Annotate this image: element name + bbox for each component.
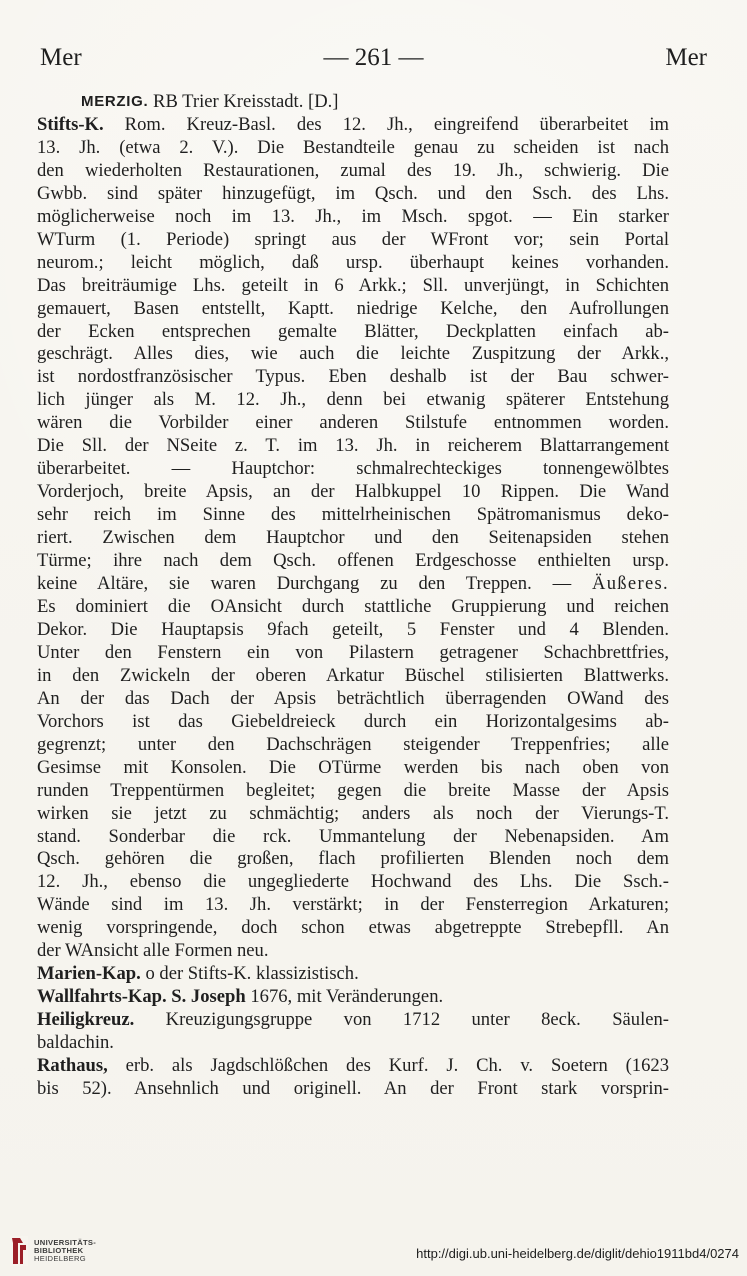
text-line: stand. Sonderbar die rck. Ummantelung der Nebenapsiden. Am — [37, 825, 669, 847]
text-line: neurom.; leicht möglich, daß ursp. überhaupt keines vorhanden. — [37, 251, 669, 273]
text-line: geschrägt. Alles dies, wie auch die leichte Zuspitzung der Arkk., — [37, 343, 669, 365]
text-line: 12. Jh., ebenso die ungegliederte Hochwand des Lhs. Die Ssch.- — [37, 871, 669, 893]
text-line: Es dominiert die OAnsicht durch stattliche Gruppierung und reichen — [37, 595, 669, 617]
footer — [0, 1230, 747, 1276]
section-heading: Wallfahrts-Kap. S. Joseph — [37, 986, 246, 1008]
text-line: wären die Vorbilder einer anderen Stilstufe entnommen worden. — [37, 412, 669, 434]
text-line: lich jünger als M. 12. Jh., denn bei etwanig späterer Entstehung — [37, 389, 669, 411]
text-line — [37, 573, 669, 596]
text-line: baldachin. — [37, 1032, 114, 1054]
text-line: Türme; ihre nach dem Qsch. offenen Erdgeschosse enthielten ursp. — [37, 550, 669, 572]
library-logo-icon — [10, 1236, 28, 1266]
text-line: bis 52). Ansehnlich und originell. An der Front stark vorsprin- — [37, 1077, 669, 1099]
text-line — [37, 114, 669, 137]
text-line: Die Sll. der NSeite z. T. im 13. Jh. in reicherem Blattarrangement — [37, 435, 669, 457]
text-line: der Ecken entsprechen gemalte Blätter, Deckplatten einfach ab- — [37, 320, 669, 342]
place-details: RB Trier Kreisstadt. [D.] — [148, 91, 339, 112]
text-line: den wiederholten Restaurationen, zumal des 19. Jh., schwierig. Die — [37, 159, 669, 181]
text-line: ist nordostfranzösischer Typus. Eben deshalb ist der Bau schwer- — [37, 366, 669, 388]
text-line: Vorderjoch, breite Apsis, an der Halbkuppel 10 Rippen. Die Wand — [37, 481, 669, 503]
text-fragment: Kreuzigungsgruppe von 1712 unter 8eck. Säulen- — [134, 1009, 669, 1031]
text-fragment: o der Stifts-K. klassizistisch. — [140, 963, 359, 985]
main-text — [37, 91, 669, 1101]
text-line — [37, 986, 669, 1009]
section-heading: Rathaus, — [37, 1055, 108, 1077]
library-name-line-1: UNIVERSITÄTS- — [34, 1238, 97, 1247]
text-line: wirken sie jetzt zu schmächtig; anders als noch der Vierungs-T. — [37, 802, 669, 824]
exterior-heading: Äußeres. — [591, 573, 669, 595]
text-line: An der das Dach der Apsis beträchtlich überragenden OWand des — [37, 687, 669, 709]
text-line: möglicherweise noch im 13. Jh., im Msch. spgot. — Ein starker — [37, 205, 669, 227]
text-line — [37, 1055, 669, 1078]
text-line — [37, 963, 669, 986]
source-url[interactable]: http://digi.ub.uni-heidelberg.de/diglit/dehio1911bd4/0274 — [416, 1246, 739, 1261]
header-right-text: Mer — [665, 44, 707, 71]
text-fragment: Rom. Kreuz-Basl. des 12. Jh., eingreifend überarbeitet im — [103, 113, 669, 135]
text-line: wenig vorspringende, doch schon etwas abgetreppte Strebepfll. An — [37, 917, 669, 939]
text-line: gemauert, Basen entstellt, Kaptt. niedrige Kelche, den Aufrollungen — [37, 297, 669, 319]
page-number: — 261 — — [323, 44, 424, 71]
text-line: der WAnsicht alle Formen neu. — [37, 940, 269, 962]
section-heading: Marien-Kap. — [37, 963, 141, 985]
text-line: Gwbb. sind später hinzugefügt, im Qsch. und den Ssch. des Lhs. — [37, 182, 669, 204]
text-line: Das breiträumige Lhs. geteilt in 6 Arkk.; Sll. unverjüngt, in Schichten — [37, 274, 669, 296]
text-line: Dekor. Die Hauptapsis 9fach geteilt, 5 Fenster und 4 Blenden. — [37, 618, 669, 640]
text-line: in den Zwickeln der oberen Arkatur Büschel stilisierten Blattwerks. — [37, 664, 669, 686]
text-line: Unter den Fenstern ein von Pilastern getragener Schachbrettfries, — [37, 641, 669, 663]
library-name-line-2: BIBLIOTHEK — [34, 1246, 84, 1255]
entry-title-line — [37, 91, 669, 114]
text-line: Vorchors ist das Giebeldreieck durch ein Horizontalgesims ab- — [37, 710, 669, 732]
text-line: Wände sind im 13. Jh. verstärkt; in der Fensterregion Arkaturen; — [37, 894, 669, 916]
text-fragment: keine Altäre, sie waren Durchgang zu den Treppen. — — [37, 573, 592, 595]
text-line — [37, 1009, 669, 1032]
text-line: riert. Zwischen dem Hauptchor und den Seitenapsiden stehen — [37, 527, 669, 549]
header-left-text: Mer — [40, 44, 82, 71]
text-line: Qsch. gehören die großen, flach profilierten Blenden noch dem — [37, 848, 669, 870]
text-line: überarbeitet. — Hauptchor: schmalrechteckiges tonnengewölbtes — [37, 458, 669, 480]
section-heading: Stifts-K. — [37, 113, 104, 135]
running-header — [40, 44, 707, 72]
section-heading: Heiligkreuz. — [37, 1009, 135, 1031]
text-line: 13. Jh. (etwa 2. V.). Die Bestandteile genau zu scheiden ist nach — [37, 136, 669, 158]
library-name-line-3: HEIDELBERG — [34, 1254, 86, 1263]
text-line: sehr reich im Sinne des mittelrheinischen Spätromanismus deko- — [37, 504, 669, 526]
library-logo — [10, 1236, 102, 1266]
text-line: runden Treppentürmen begleitet; gegen die breite Masse der Apsis — [37, 779, 669, 801]
place-heading: MERZIG. — [81, 93, 149, 110]
text-fragment: 1676, mit Veränderungen. — [245, 986, 444, 1008]
text-line: WTurm (1. Periode) springt aus der WFront vor; sein Portal — [37, 228, 669, 250]
text-line: Gesimse mit Konsolen. Die OTürme werden bis nach oben von — [37, 756, 669, 778]
text-line: gegrenzt; unter den Dachschrägen steigender Treppenfries; alle — [37, 733, 669, 755]
text-fragment: erb. als Jagdschlößchen des Kurf. J. Ch. v. Soetern (1623 — [107, 1055, 669, 1077]
